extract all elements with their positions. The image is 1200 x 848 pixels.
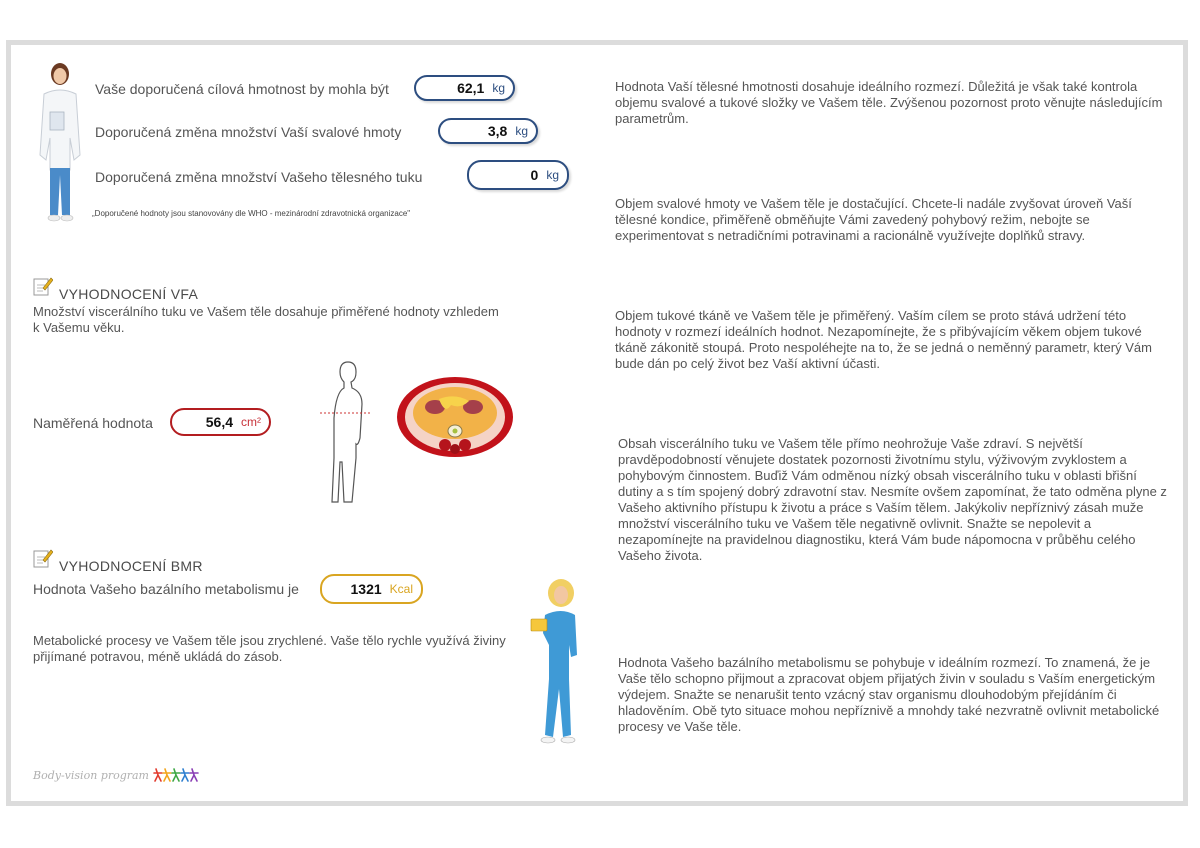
pencil-note-icon — [33, 548, 53, 568]
muscle-change-value: 3,8 — [487, 123, 508, 139]
fat-change-field — [467, 160, 569, 190]
bmr-description: Metabolické procesy ve Vašem těle jsou zrychlené. Vaše tělo rychle využívá živiny přijímané potravou, méně ukládá do zásob. — [33, 633, 506, 664]
right-paragraph-bmr: Hodnota Vašeho bazálního metabolismu se pohybuje v ideálním rozmezí. To znamená, že je Vaše tělo schopno přijmout a zpracovat objem přijatých živin v souladu s Vaším energetickým výdejem. Snažte se nenarušit tento vzácný stav organismu dlouhodobým přejídáním či hladověním. Obě tyto situace mohou nepříznivě a mnohdy také nezvratně ovlivnit metabolické procesy ve Vaše těle. — [618, 655, 1160, 734]
muscle-change-unit: kg — [515, 124, 528, 138]
target-weight-unit: kg — [492, 81, 505, 95]
target-weight-label: Vaše doporučená cílová hmotnost by mohla být — [95, 81, 389, 97]
right-paragraph-visceral: Obsah viscerálního tuku ve Vašem těle přímo neohrožuje Vaše zdraví. S největší pravděpodobností věnujete dostatek pozornosti životnímu stylu, výživovým zvyklostem a pohybovým činnostem. Buďiž Vám odměnou nízký obsah viscerálního tuku v oblasti břišní dutiny a s tím spojený dobrý zdravotní stav. Nesmíte ovšem zapomínat, že tato odměna plyne z Vašeho aktivního přístupu k životu a práce s Vaším tělem. Jakýkoliv nepříznivý zásah muže množství viscerálního tuku ve Vašem těle negativně ovlivnit. Snažte se nepolevit a nezapomínejte na pravidelnou diagnostiku, která Vám bude nápomocna v průběhu celého Vašeho života. — [618, 436, 1167, 563]
doctor-illustration — [30, 60, 86, 225]
vfa-value-field — [170, 408, 271, 436]
abdomen-ct-scan — [395, 375, 515, 463]
nurse-illustration — [523, 575, 585, 747]
target-weight-field — [414, 75, 515, 101]
fat-change-label: Doporučená změna množství Vašeho tělesného tuku — [95, 169, 423, 185]
bmr-heading: VYHODNOCENÍ BMR — [59, 558, 203, 574]
right-paragraph-fat: Objem tukové tkáně ve Vašem těle je přiměřený. Vaším cílem se proto stává udržení této hodnoty v rozmezí ideálních hodnot. Nezapomínejte, že s přibývajícím věkem objem tukové tkáně zákonitě stoupá. Proto nespoléhejte na to, že se jedná o neměnný parametr, který Vám bude dán po celý život bez Vaší aktivní účasti. — [615, 308, 1152, 371]
vfa-value: 56,4 — [205, 414, 233, 430]
right-paragraph-muscle: Objem svalové hmoty ve Vašem těle je dostačující. Chcete-li nadále zvyšovat úroveň Vaší tělesné kondice, přiměřeně obměňujte Vámi zavedený pohybový režim, nebojte se experimentovat s netradičními potravinami a racionálně využívejte doplňků stravy. — [615, 196, 1132, 243]
brand-label: Body-vision program — [33, 769, 149, 782]
bmr-label: Hodnota Vašeho bazálního metabolismu je — [33, 581, 299, 597]
vfa-measured-label: Naměřená hodnota — [33, 415, 153, 431]
brand-figures-logo — [152, 765, 200, 783]
vfa-description: Množství viscerálního tuku ve Vašem těle dosahuje přiměřené hodnoty vzhledem k Vašemu věku. — [33, 304, 499, 335]
who-note: „Doporučené hodnoty jsou stanovovány dle WHO - mezinárodní zdravotnická organizace" — [92, 209, 411, 218]
body-silhouette — [318, 358, 374, 506]
bmr-value-field — [320, 574, 423, 604]
muscle-change-field — [438, 118, 538, 144]
muscle-change-label: Doporučená změna množství Vaší svalové hmoty — [95, 124, 402, 140]
vfa-unit: cm² — [241, 415, 261, 429]
fat-change-value: 0 — [530, 167, 539, 183]
bmr-value: 1321 — [350, 581, 382, 597]
target-weight-value: 62,1 — [457, 80, 485, 96]
bmr-unit: Kcal — [389, 582, 413, 596]
right-paragraph-weight: Hodnota Vaší tělesné hmotnosti dosahuje ideálního rozmezí. Důležitá je však také kontrola objemu svalové a tukové složky ve Vašem těle. Zvýšenou pozornost proto věnujte následujícím parametrům. — [615, 79, 1163, 126]
vfa-heading: VYHODNOCENÍ VFA — [59, 286, 199, 302]
fat-change-unit: kg — [546, 168, 559, 182]
pencil-note-icon — [33, 276, 53, 296]
